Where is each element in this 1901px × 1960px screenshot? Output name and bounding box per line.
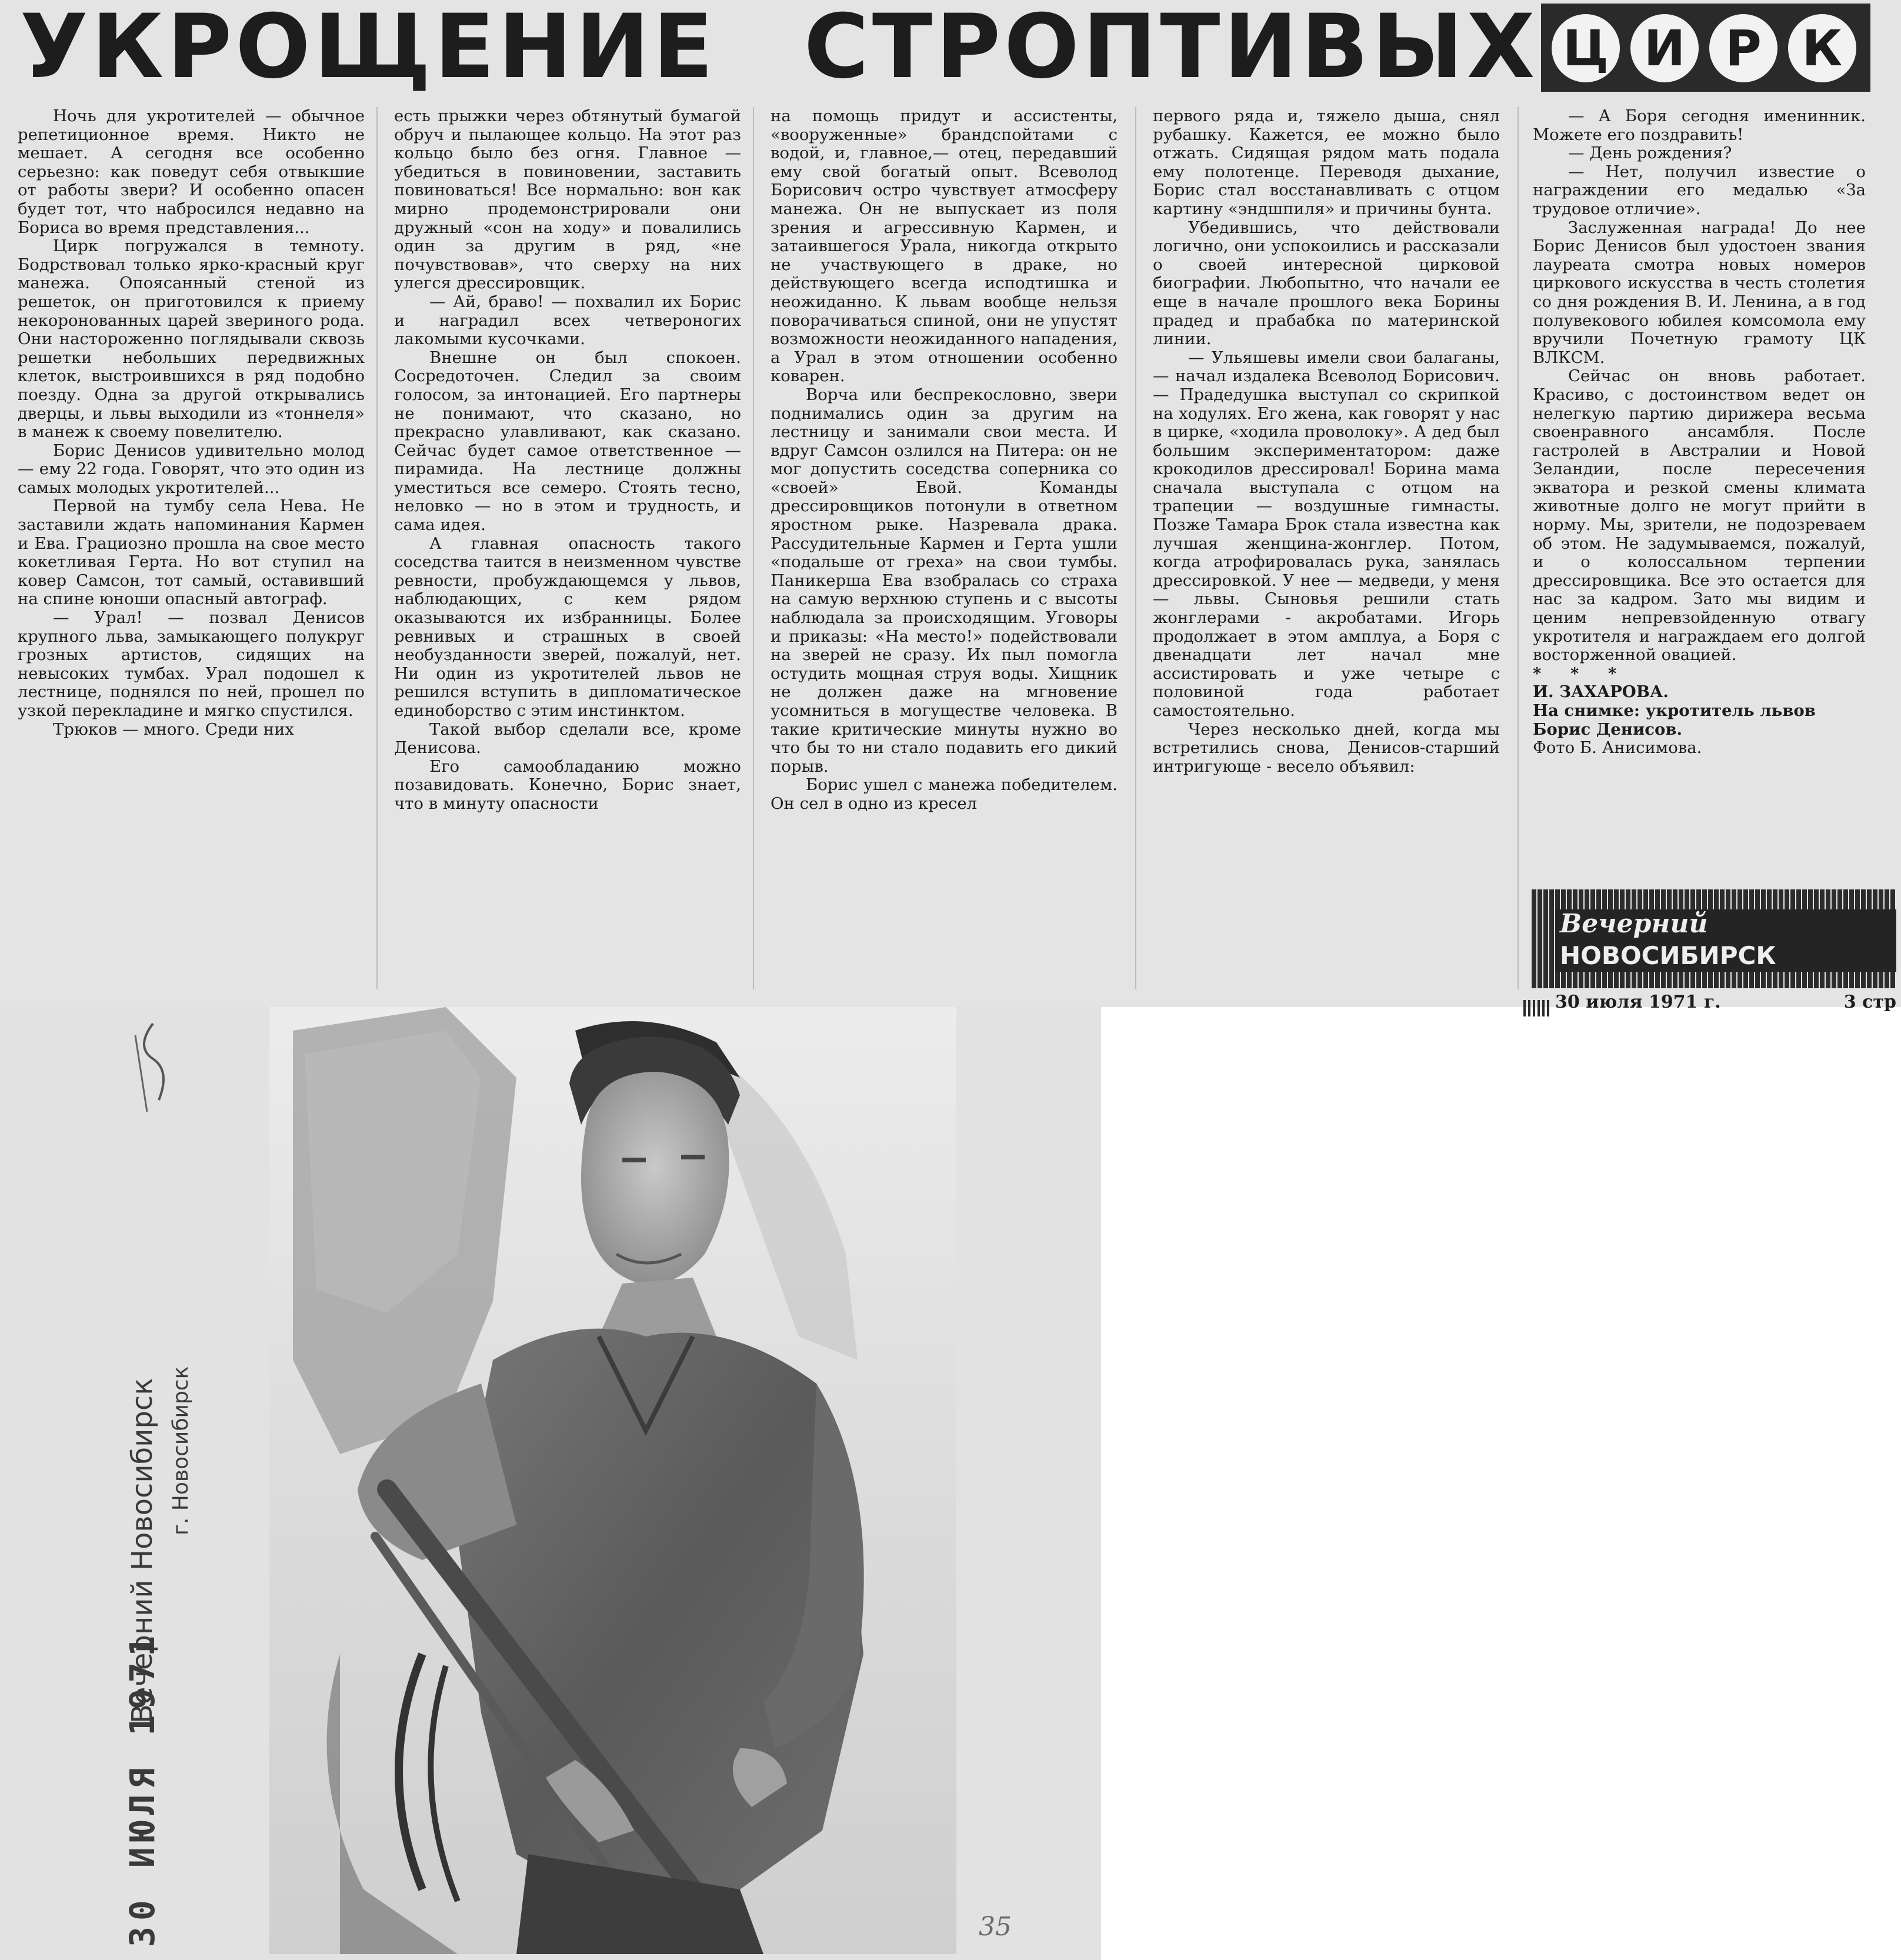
- rubric-letter: И: [1643, 19, 1686, 77]
- handwritten-mark-icon: [129, 1012, 200, 1118]
- issue-date: 30 июля 1971 г.: [1555, 992, 1721, 1012]
- paragraph: Через несколько дней, когда мы встретились снова, Денисов-старший интригующе - весело объявил:: [1153, 719, 1500, 776]
- paragraph: Борис Денисов удивительно молод — ему 22 года. Говорят, что это один из самых молодых укротителей...: [18, 441, 365, 497]
- article-column-2: [394, 107, 741, 989]
- portrait-photo: [269, 1007, 956, 1954]
- paragraph: — Нет, получил известие о награждении его медалью «За трудовое отличие».: [1533, 162, 1866, 218]
- article-column-1: [18, 107, 365, 989]
- column-rule: [1135, 107, 1136, 989]
- column-rule: [753, 107, 754, 989]
- paragraph: есть прыжки через обтянутый бумагой обруч и пылающее кольцо. На этот раз кольцо было без огня. Главное — убедиться в повиновении, заставить повиноваться! Все нормально: вон как мирно продемонстрировали они дружный «сон на ходу» и повалились один за другим в ряд, «не почувствовав», что сверху на них улегся дрессировщик.: [394, 107, 741, 293]
- stamp-newspaper: Вечерний Новосибирск: [126, 1378, 159, 1724]
- paragraph: Первой на тумбу села Нева. Не заставили ждать напоминания Кармен и Ева. Грациозно прошла на свое место кокетливая Герта. Но вот ступил на ковер Самсон, тот самый, оставивший на спине юноши опасный автограф.: [18, 496, 365, 609]
- rubric-letter: Ц: [1563, 19, 1609, 77]
- paragraph: Такой выбор сделали все, кроме Денисова.: [394, 719, 741, 758]
- paragraph: Внешне он был спокоен. Сосредоточен. Следил за своим голосом, за интонацией. Его партнеры не понимают, что сказано, но прекрасно улавливают, как сказано. Сейчас будет самое ответственное — пирамида. На лестнице должны уместиться все семеро. Стоять тесно, неловко — но в этом и трудность, и сама идея.: [394, 348, 741, 535]
- paragraph: — Урал! — позвал Денисов крупного льва, замыкающего полукруг грозных артистов, сидящих на невысоких тумбах. Урал подошел к лестнице, поднялся по ней, прошел по узкой перекладине и мягко спустился.: [18, 608, 365, 720]
- paragraph: — А Боря сегодня именинник. Можете его поздравить!: [1533, 107, 1866, 144]
- paragraph: Сейчас он вновь работает. Красиво, с достоинством ведет он нелегкую партию дирижера весьма своенравного ансамбля. После гастролей в Австралии и Новой Зеландии, после пересечения экватора и резкой смены климата животные долго не могут прийти в норму. Мы, зрители, не подозреваем об этом. Не задумываемся, пожалуй, и о колоссальном терпении дрессировщика. Все это остается для нас за кадром. Зато мы видим и ценим непревзойденную отвагу укротителя и награждаем его долгой восторженной овацией.: [1533, 366, 1866, 665]
- column-rule: [376, 107, 378, 989]
- paragraph: Трюков — много. Среди них: [53, 719, 294, 739]
- photo-credit: Фото Б. Анисимова.: [1533, 738, 1702, 758]
- paragraph: Убедившись, что действовали логично, они успокоились и рассказали о своей интересной цирковой биографии. Любопытно, что начали ее еще в начале прошлого века Борины прадед и прабабка по материнской линии.: [1153, 218, 1500, 349]
- issue-dateline: [1532, 991, 1896, 1014]
- stamp-city: г. Новосибирск: [169, 1366, 193, 1535]
- article-column-3: [771, 107, 1118, 989]
- rubric-letter: К: [1802, 19, 1843, 77]
- archive-stamp: [124, 982, 194, 1947]
- paragraph: А главная опасность такого соседства таится в неизменном чувстве ревности, пробуждающемся у львов, наблюдающих, с кем рядом оказываются их избранницы. Более ревнивых и страшных в своей необузданности зверей, пожалуй, нет. Ни один из укротителей львов не решился вступить в дипломатическое единоборство с этим инстинктом.: [394, 534, 741, 720]
- portrait-photo-image: [269, 1007, 956, 1954]
- paragraph: — День рождения?: [1568, 144, 1732, 163]
- paragraph: первого ряда и, тяжело дыша, снял рубашку. Кажется, ее можно было отжать. Сидящая рядом мать подала ему полотенце. Переводя дыхание, Борис стал восстанавливать с отцом картину «эндшпиля» и причины бунта.: [1153, 107, 1500, 218]
- article-headline: УКРОЩЕНИЕ СТРОПТИВЫХ: [20, 0, 1539, 98]
- column-rule: [1518, 107, 1519, 989]
- paragraph: — Ульяшевы имели свои балаганы, — начал издалека Всеволод Борисович. — Прадедушка выступал со скрипкой на ходулях. Его жена, как говорят у нас в цирке, «ходила проволоку». А дед был большим экспериментатором: даже крокодилов дрессировал! Борина мама сначала выступала с отцом на трапеции — воздушные гимнасты. Позже Тамара Брок стала известна как лучшая женщина-жонглер. Потом, когда атрофировалась рука, занялась дрессировкой. У нее — медведи, у меня — львы. Сыновья решили стать жонглерами - акробатами. Игорь продолжает в этом амплуа, а Боря с двенадцати лет начал мне ассистировать и уже четыре с половиной года работает самостоятельно.: [1153, 348, 1500, 720]
- page-number: 3 стр: [1843, 992, 1896, 1012]
- article-column-5: [1533, 107, 1866, 884]
- paragraph: Его самообладанию можно позавидовать. Конечно, Борис знает, что в минуту опасности: [394, 756, 741, 813]
- masthead-city: НОВОСИБИРСК: [1560, 941, 1776, 970]
- rubric-circus-badge: [1541, 4, 1870, 92]
- article-column-4: [1153, 107, 1500, 989]
- paragraph: Ворча или беспрекословно, звери поднимались один за другим на лестницу и занимали свои места. И вдруг Самсон озлился на Питера: он не мог допустить соседства соперника со «своей» Евой. Команды дрессировщиков потонули в ответном яростном рыке. Назревала драка. Рассудительные Кармен и Герта ушли «подальше от греха» на свои тумбы. Паникерша Ева взобралась со страха на самую верхнюю ступень и с высоты наблюдала за происходящим. Уговоры и приказы: «На место!» подействовали на зверей не сразу. Их пыл помогла остудить мощная струя воды. Хищник не должен даже на мгновение усомниться в могуществе человека. В такие критические минуты нужно во что бы то ни стало подавить его дикий порыв.: [771, 385, 1118, 776]
- newspaper-masthead: [1532, 889, 1896, 988]
- paragraph: на помощь придут и ассистенты, «вооруженные» брандспойтами с водой, и, главное,— отец, передавший ему свой богатый опыт. Всеволод Борисович остро чувствует атмосферу манежа. Он не выпускает из поля зрения и агрессивную Кармен, и затаившегося Урала, никогда открыто не участвующего в драке, но действующего всегда исподтишка и неожиданно. К львам вообще нельзя поворачиваться спиной, они не упустят возможности неожиданного нападения, а Урал в этом отношении особенно коварен.: [771, 107, 1118, 386]
- handwritten-page-number: 35: [979, 1912, 1012, 1942]
- rubric-letter: Р: [1725, 19, 1762, 77]
- section-stars: * * *: [1533, 664, 1629, 683]
- paragraph: Заслуженная награда! До нее Борис Денисов был удостоен звания лауреата смотра новых номеров циркового искусства в честь столетия со дня рождения В. И. Ленина, а в год полувекового юбилея комсомола ему вручили Почетную грамоту ЦК ВЛКСМ.: [1533, 218, 1866, 367]
- paragraph: Борис ушел с манежа победителем. Он сел в одно из кресел: [771, 775, 1118, 813]
- masthead-title: Вечерний: [1560, 909, 1708, 939]
- author-signature: И. ЗАХАРОВА.: [1533, 682, 1669, 702]
- photo-caption: На снимке: укротитель львов Борис Денисов.: [1533, 701, 1816, 739]
- stamp-date: 30 ИЮЛЯ 1971: [122, 1629, 162, 1947]
- paragraph: Ночь для укротителей — обычное репетиционное время. Никто не мешает. А сегодня все особенно серьезно: как поведут себя отвыкшие от работы звери? И особенно опасен будет тот, что набросился недавно на Бориса во время представления...: [18, 107, 365, 237]
- paragraph: Цирк погружался в темноту. Бодрствовал только ярко-красный круг манежа. Опоясанный стеной из решеток, он приготовился к приему некоронованных царей звериного рода. Они настороженно поглядывали сквозь решетки небольших передвижных клеток, выстроившихся в ряд подобно поезду. Одна за другой открывались дверцы, и львы выходили из «тоннеля» в манеж к своему повелителю.: [18, 236, 365, 442]
- paragraph: — Ай, браво! — похвалил их Борис и наградил всех четвероногих лакомыми кусочками.: [394, 292, 741, 349]
